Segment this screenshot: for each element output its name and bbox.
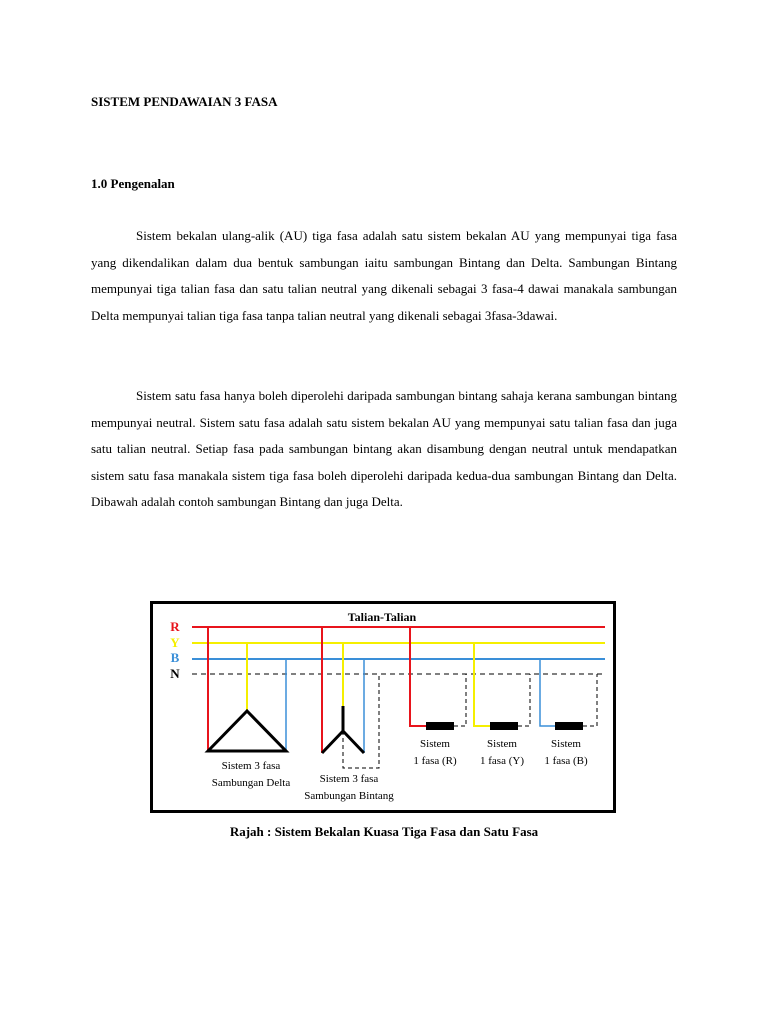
single-phase-y: [474, 643, 530, 730]
label-n: N: [170, 666, 180, 681]
label-y: Y: [170, 635, 180, 650]
single-phase-r-line2: 1 fasa (R): [413, 755, 457, 767]
single-phase-b: [540, 659, 597, 730]
diagram-heading: Talian-Talian: [347, 610, 417, 624]
single-phase-b-line1: Sistem: [551, 738, 581, 750]
section-heading: 1.0 Pengenalan: [91, 176, 175, 191]
star-label-line2: Sambungan Bintang: [304, 790, 394, 802]
delta-label-line1: Sistem 3 fasa: [221, 760, 281, 772]
star-label-line1: Sistem 3 fasa: [319, 773, 379, 785]
single-phase-y-line2: 1 fasa (Y): [480, 755, 524, 767]
star-connection: [322, 627, 379, 768]
delta-connection: [208, 627, 286, 751]
wiring-diagram: [150, 601, 616, 813]
single-phase-r-line1: Sistem: [420, 738, 450, 750]
figure-caption: Rajah : Sistem Bekalan Kuasa Tiga Fasa dan Satu Fasa: [229, 824, 539, 839]
label-b: B: [170, 650, 180, 665]
paragraph-1: Sistem bekalan ulang-alik (AU) tiga fasa adalah satu sistem bekalan AU yang mempunyai tiga fasa yang dikendalikan dalam dua bentuk sambungan iaitu sambungan Bintang dan Delta. Sambungan Bintang mempunyai tiga talian fasa dan satu talian neutral yang dikenali sebagai 3 fasa-4 dawai manakala sambungan Delta mempunyai talian tiga fasa tanpa talian neutral yang dikenali sebagai 3fasa-3dawai.: [91, 228, 677, 323]
delta-label-line2: Sambungan Delta: [211, 777, 291, 789]
label-r: R: [170, 619, 180, 634]
single-phase-b-line2: 1 fasa (B): [544, 755, 588, 767]
single-phase-y-line1: Sistem: [487, 738, 517, 750]
document-title: SISTEM PENDAWAIAN 3 FASA: [91, 94, 278, 109]
paragraph-2: Sistem satu fasa hanya boleh diperolehi daripada sambungan bintang sahaja kerana sambungan bintang mempunyai neutral. Sistem satu fasa adalah satu sistem bekalan AU yang mempunyai satu talian fasa dan juga satu talian neutral. Setiap fasa pada sambungan bintang akan disambung dengan neutral untuk mendapatkan sistem satu fasa manakala sistem tiga fasa boleh diperolehi daripada kedua-dua sambungan Bintang dan Delta. Dibawah adalah contoh sambungan Bintang dan juga Delta.: [91, 388, 677, 509]
